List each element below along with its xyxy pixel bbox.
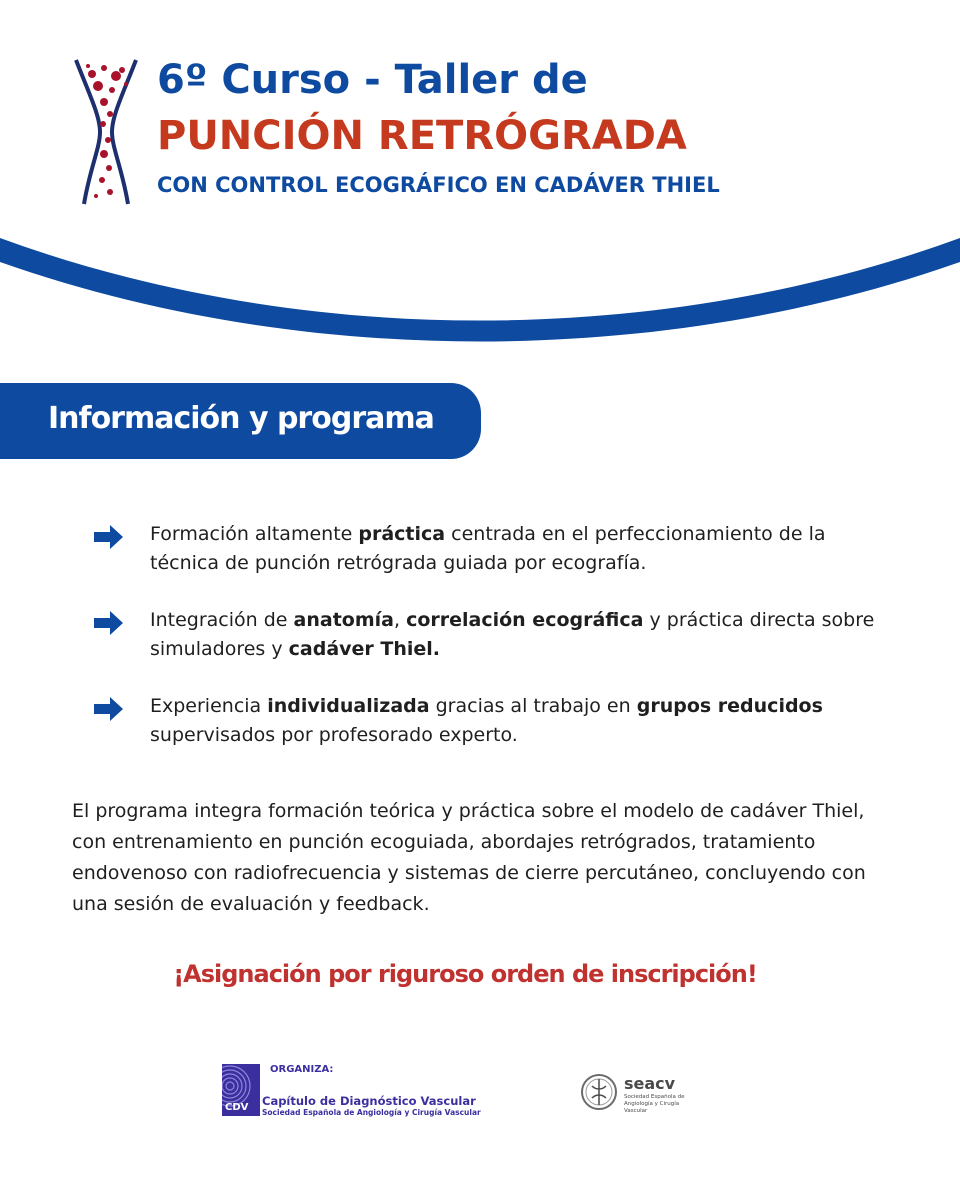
bullet-text bbox=[150, 523, 826, 574]
section-tab bbox=[0, 383, 481, 459]
bullet-text-part: centrada en el perfeccionamiento de la técnica de punción retrógrada guiada por ecografía. bbox=[150, 523, 826, 574]
cdv-name: Capítulo de Diagnóstico Vascular bbox=[262, 1094, 476, 1108]
bullet-text-part: Integración de bbox=[150, 609, 294, 631]
cdv-abbr: CDV bbox=[225, 1102, 249, 1113]
program-description: El programa integra formación teórica y práctica sobre el modelo de cadáver Thiel, con entrenamiento en punción ecoguiada, abordajes retrógrados, tratamiento endovenoso con radiofrecuencia y sistemas de cierre percutáneo, concluyendo con una sesión de evaluación y feedback. bbox=[72, 800, 866, 915]
seacv-emblem-icon bbox=[580, 1072, 618, 1112]
arrow-right-icon bbox=[94, 610, 124, 636]
bullet-text-bold: cadáver Thiel. bbox=[288, 638, 441, 660]
seacv-subtitle: Sociedad Española de Angiología y Cirugía Vascular bbox=[624, 1094, 685, 1114]
bullet-text-part: Formación altamente bbox=[150, 523, 359, 545]
bullet-text bbox=[150, 609, 874, 660]
header-titles bbox=[157, 54, 720, 200]
bullet-list bbox=[94, 520, 894, 778]
bullet-text-bold: anatomía bbox=[293, 609, 394, 631]
bullet-text bbox=[150, 695, 823, 746]
bullet-text-part: supervisados por profesorado experto. bbox=[150, 724, 518, 746]
vessel-icon bbox=[70, 56, 142, 208]
header-wave bbox=[0, 228, 960, 348]
bullet-text-part: y práctica directa sobre simuladores y bbox=[150, 609, 875, 660]
bullet-item bbox=[94, 520, 894, 578]
bullet-text-part: Experiencia bbox=[150, 695, 268, 717]
seacv-name: seacv bbox=[624, 1074, 676, 1093]
cdv-logo-icon bbox=[222, 1064, 260, 1116]
bullet-item bbox=[94, 692, 894, 750]
bullet-text-part: gracias al trabajo en bbox=[429, 695, 637, 717]
bullet-text-bold: correlación ecográfica bbox=[406, 609, 644, 631]
bullet-text-bold: práctica bbox=[358, 523, 446, 545]
bullet-item bbox=[94, 606, 894, 664]
enrollment-callout: ¡Asignación por riguroso orden de inscripción! bbox=[173, 960, 757, 988]
arrow-right-icon bbox=[94, 524, 124, 550]
cdv-subtitle: Sociedad Española de Angiología y Cirugía Vascular bbox=[262, 1108, 481, 1117]
organiza-label: ORGANIZA: bbox=[270, 1064, 334, 1075]
title-line1: 6º Curso - Taller de bbox=[157, 57, 588, 103]
bullet-text-part: , bbox=[393, 609, 407, 631]
title-line3: CON CONTROL ECOGRÁFICO EN CADÁVER THIEL bbox=[157, 173, 720, 197]
arrow-right-icon bbox=[94, 696, 124, 722]
bullet-text-bold: grupos reducidos bbox=[636, 695, 823, 717]
bullet-text-bold: individualizada bbox=[267, 695, 430, 717]
title-line2: PUNCIÓN RETRÓGRADA bbox=[157, 113, 687, 159]
section-title: Información y programa bbox=[48, 401, 434, 436]
